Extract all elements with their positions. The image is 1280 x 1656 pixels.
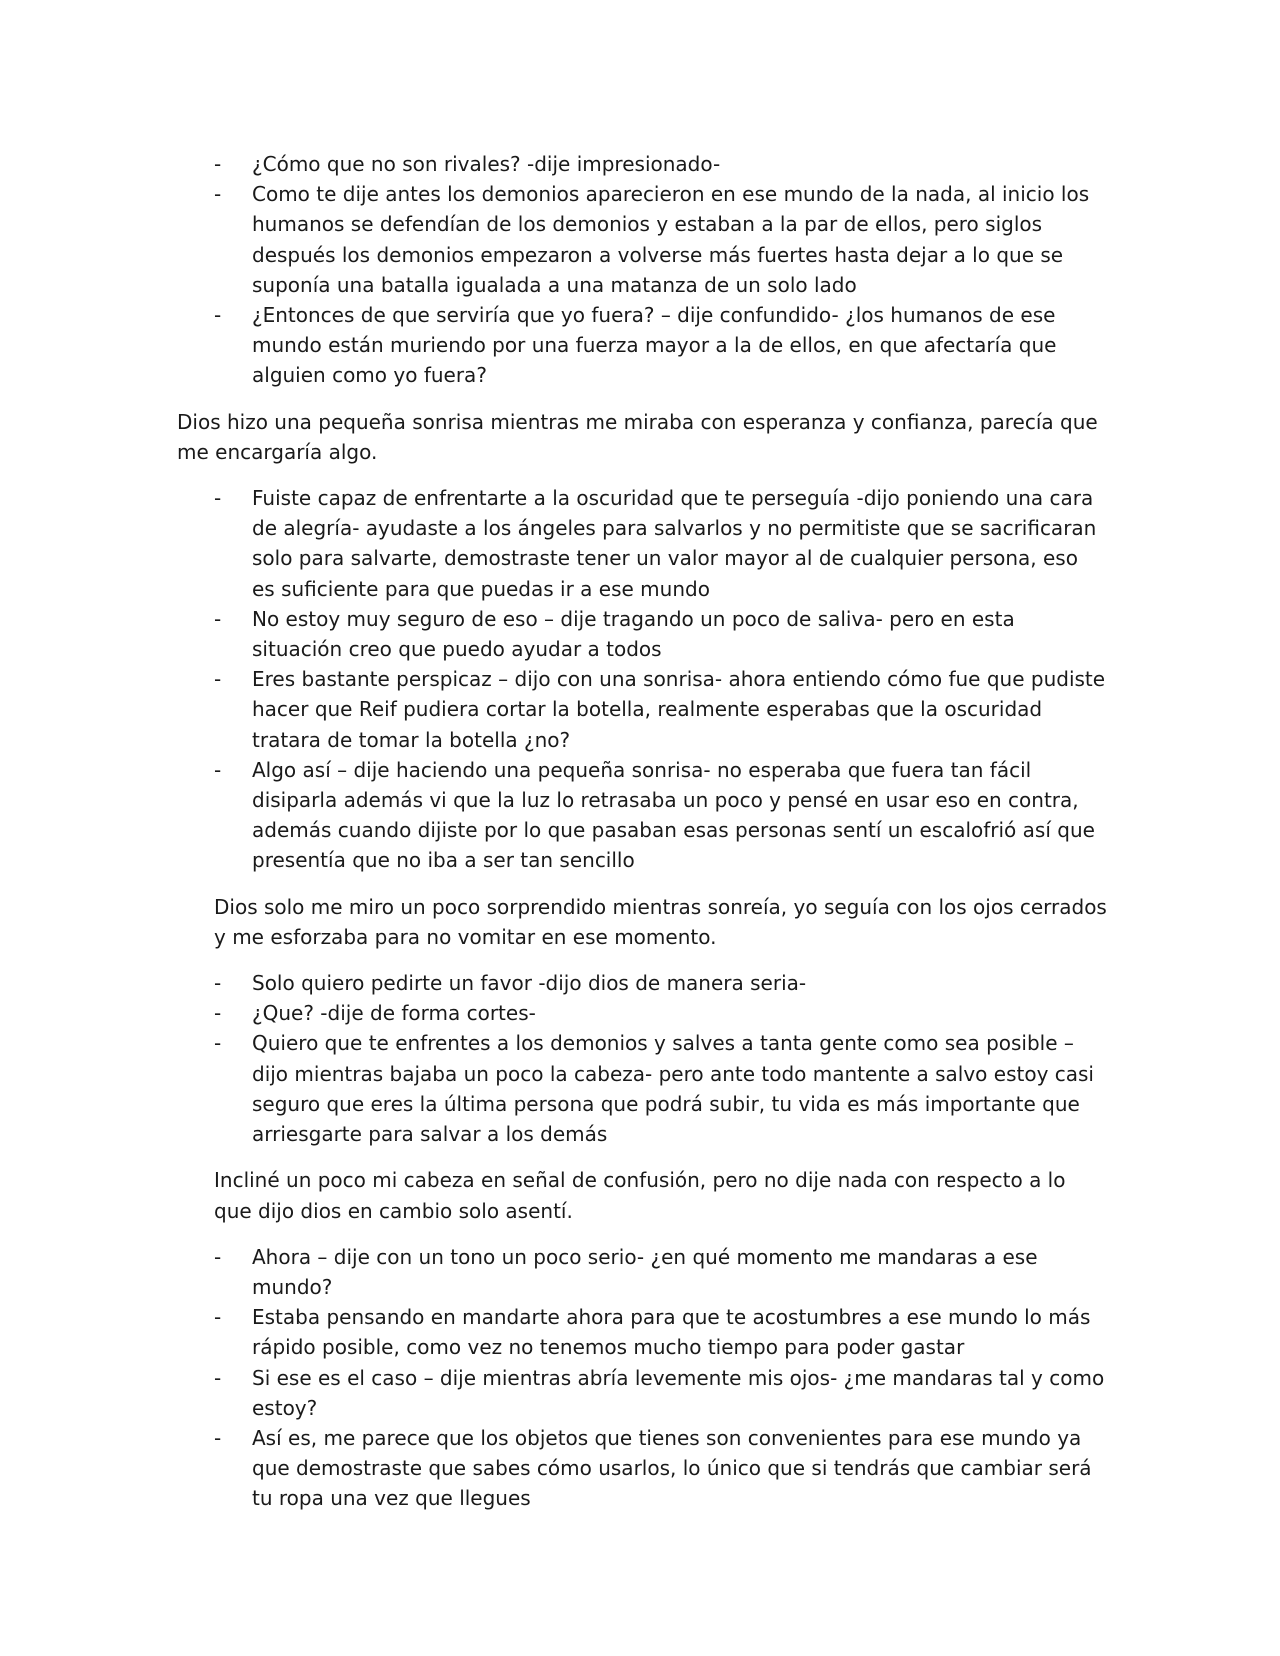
dialogue-line	[177, 664, 1107, 755]
dialogue-text: Como te dije antes los demonios aparecieron en ese mundo de la nada, al inicio los humanos se defendían de los demonios y estaban a la par de ellos, pero siglos después los demonios empezaron a volverse más fuertes hasta dejar a lo que se suponía una batalla igualada a una matanza de un solo lado	[252, 182, 1090, 297]
dialogue-line	[177, 1363, 1107, 1423]
dialogue-text: Ahora – dije con un tono un poco serio- ¿en qué momento me mandaras a ese mundo?	[252, 1244, 1038, 1299]
dash-bullet: -	[214, 1001, 222, 1026]
dialogue-line	[177, 1423, 1107, 1514]
dialogue-text: Algo así – dije haciendo una pequeña sonrisa- no esperaba que fuera tan fácil disiparla además vi que la luz lo retrasaba un poco y pensé en usar eso en contra, además cuando dijiste por lo que pasaban esas personas sentí un escalofrió así que presentía que no iba a ser tan sencillo	[252, 757, 1095, 873]
dialogue-text: No estoy muy seguro de eso – dije tragando un poco de saliva- pero en esta situación creo que puedo ayudar a todos	[252, 606, 1015, 662]
dialogue-list-2	[177, 483, 1107, 876]
dialogue-text: Quiero que te enfrentes a los demonios y salves a tanta gente como sea posible – dijo mientras bajaba un poco la cabeza- pero ante todo mantente a salvo estoy casi seguro que eres la última persona que podrá subir, tu vida es más importante que arriesgarte para salvar a los demás	[252, 1031, 1094, 1147]
dialogue-text: ¿Que? -dije de forma cortes-	[252, 1001, 536, 1026]
narration-paragraph: Dios hizo una pequeña sonrisa mientras me miraba con esperanza y confianza, parecía que me encargaría algo.	[177, 409, 1098, 464]
dialogue-list-1	[177, 149, 1107, 391]
dash-bullet: -	[214, 757, 222, 782]
dialogue-line	[177, 300, 1107, 391]
dialogue-line	[177, 1302, 1107, 1362]
dash-bullet: -	[214, 1031, 222, 1056]
dialogue-line	[177, 483, 1107, 604]
dash-bullet: -	[214, 152, 222, 176]
dialogue-line	[177, 755, 1107, 876]
dialogue-line	[177, 179, 1107, 300]
dash-bullet: -	[214, 971, 222, 996]
dialogue-line	[177, 604, 1107, 664]
dash-bullet: -	[214, 1365, 222, 1390]
dialogue-list-4	[177, 1242, 1107, 1514]
dash-bullet: -	[214, 667, 222, 692]
dialogue-text: Si ese es el caso – dije mientras abría levemente mis ojos- ¿me mandaras tal y como estoy?	[252, 1365, 1105, 1420]
document-body	[177, 149, 1107, 1514]
dialogue-text: Eres bastante perspicaz – dijo con una sonrisa- ahora entiendo cómo fue que pudiste hacer que Reif pudiera cortar la botella, realmente esperabas que la oscuridad tratara de tomar la botella ¿no?	[252, 667, 1106, 752]
dialogue-text: Fuiste capaz de enfrentarte a la oscuridad que te perseguía -dijo poniendo una cara de alegría- ayudaste a los ángeles para salvarlos y no permitiste que se sacrificaran solo para salvarte, demostraste tener un valor mayor al de cualquier persona, eso es suficiente para que puedas ir a ese mundo	[252, 486, 1097, 601]
dialogue-line	[177, 149, 1107, 179]
dialogue-text: ¿Entonces de que serviría que yo fuera? – dije confundido- ¿los humanos de ese mundo están muriendo por una fuerza mayor a la de ellos, en que afectaría que alguien como yo fuera?	[252, 303, 1057, 388]
dash-bullet: -	[214, 486, 222, 511]
dialogue-text: Estaba pensando en mandarte ahora para que te acostumbres a ese mundo lo más rápido posible, como vez no tenemos mucho tiempo para poder gastar	[252, 1305, 1091, 1360]
dialogue-text: Solo quiero pedirte un favor -dijo dios de manera seria-	[252, 971, 807, 996]
dialogue-text: ¿Cómo que no son rivales? -dije impresionado-	[252, 152, 721, 176]
dialogue-list-3	[177, 968, 1107, 1149]
dialogue-line	[177, 1028, 1107, 1149]
dialogue-text: Así es, me parece que los objetos que tienes son convenientes para ese mundo ya que demostraste que sabes cómo usarlos, lo único que si tendrás que cambiar será tu ropa una vez que llegues	[252, 1425, 1092, 1511]
dash-bullet: -	[214, 606, 222, 631]
dialogue-line	[177, 968, 1107, 998]
narration-paragraph: Dios solo me miro un poco sorprendido mientras sonreía, yo seguía con los ojos cerrados y me esforzaba para no vomitar en ese momento.	[214, 894, 1107, 949]
dash-bullet: -	[214, 1305, 222, 1330]
dash-bullet: -	[214, 303, 222, 328]
dash-bullet: -	[214, 182, 222, 207]
dialogue-line	[177, 998, 1107, 1028]
dialogue-line	[177, 1242, 1107, 1302]
dash-bullet: -	[214, 1244, 222, 1269]
narration-paragraph: Incliné un poco mi cabeza en señal de confusión, pero no dije nada con respecto a lo que dijo dios en cambio solo asentí.	[214, 1168, 1066, 1223]
dash-bullet: -	[214, 1425, 222, 1450]
